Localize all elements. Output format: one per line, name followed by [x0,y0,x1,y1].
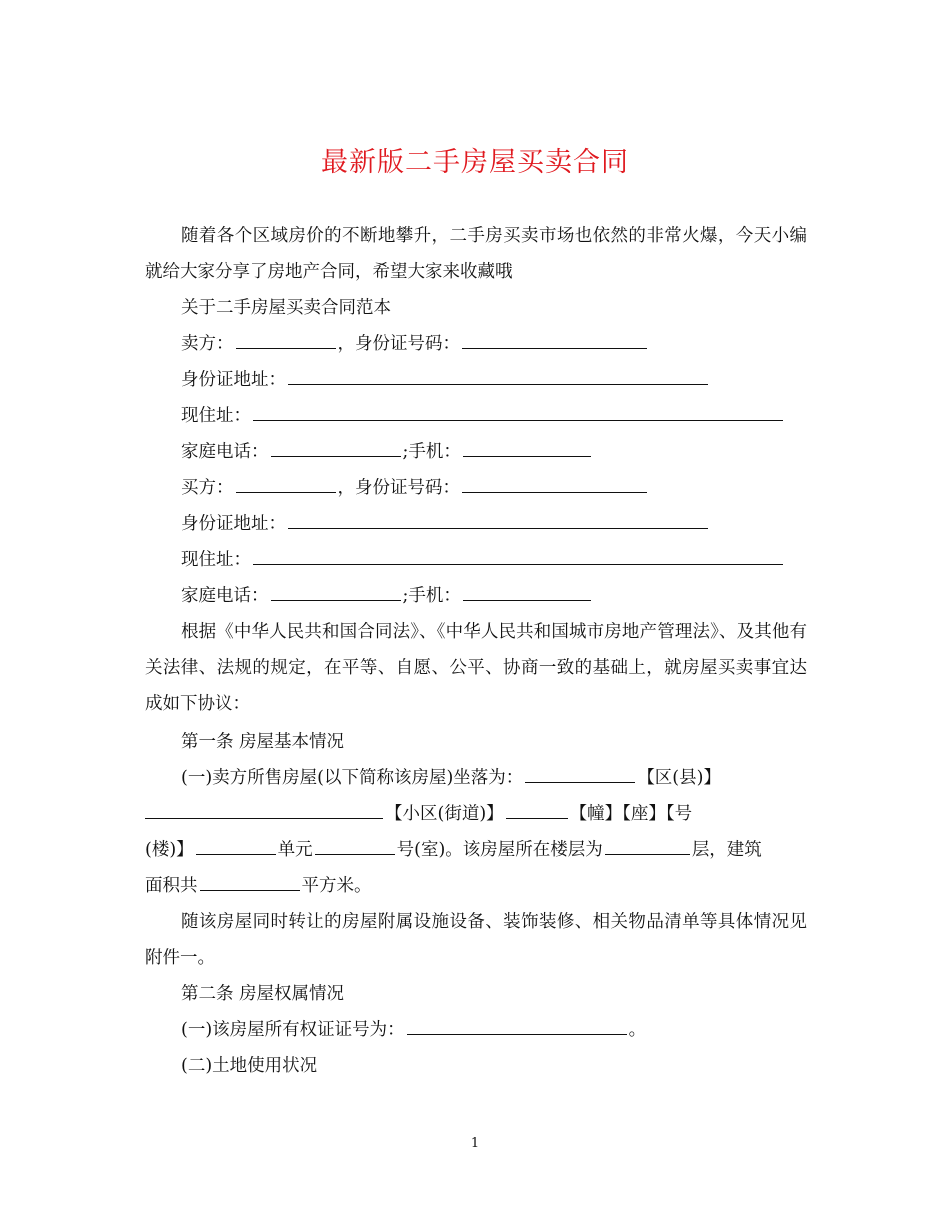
seller-home-phone-field[interactable] [271,436,401,457]
article2-title: 第二条 房屋权属情况 [181,984,345,1004]
article2-certificate-line [181,1012,646,1048]
article1-location-line-1 [181,760,721,796]
buyer-id-address-line [181,506,710,542]
community-label: 【小区(街道)】 [385,804,504,824]
building-label-tail: (楼)】 [145,840,194,860]
seller-line [181,326,649,362]
article1-location-line-3 [145,832,762,868]
district-label: 【区(县)】 [637,768,721,788]
floor-unit-label: 层，建筑 [691,840,762,860]
building-label: 【幢】【座】【号 [569,804,693,824]
seller-current-address-line [181,398,785,434]
seller-id-number-field[interactable] [462,328,647,349]
section-title: 关于二手房屋买卖合同范本 [181,298,391,318]
buyer-mobile-label: ;手机： [402,586,461,606]
certificate-label: (一)该房屋所有权证证号为： [181,1020,405,1040]
buyer-name-field[interactable] [236,472,336,493]
seller-id-address-line [181,362,710,398]
buyer-home-phone-label: 家庭电话： [181,586,269,606]
buyer-label: 买方： [181,478,234,498]
certificate-period: 。 [628,1020,647,1040]
room-floor-label: 号(室)。该房屋所在楼层为 [396,840,603,860]
seller-mobile-label: ;手机： [402,442,461,462]
article1-location-line-2 [145,796,692,832]
unit-label: 单元 [277,840,313,860]
buyer-id-number-field[interactable] [462,472,647,493]
document-title: 最新版二手房屋买卖合同 [321,147,629,178]
buyer-line [181,470,649,506]
unit-field[interactable] [315,834,395,855]
buyer-current-address-field[interactable] [253,544,783,565]
buyer-id-address-label: 身份证地址： [181,514,286,534]
article2-land-use-line: (二)土地使用状况 [181,1056,318,1076]
buyer-id-number-label: ，身份证号码： [337,478,460,498]
article1-location-line-4 [145,868,372,904]
seller-mobile-field[interactable] [463,436,591,457]
community-field[interactable] [506,798,568,819]
certificate-field[interactable] [407,1014,627,1035]
location-field[interactable] [525,762,635,783]
seller-current-address-field[interactable] [253,400,783,421]
article1-attachment-paragraph: 随该房屋同时转让的房屋附属设施设备、装饰装修、相关物品清单等具体情况见附件一。 [145,912,807,968]
article1-title: 第一条 房屋基本情况 [181,732,345,752]
buyer-phone-line [181,578,593,614]
seller-label: 卖方： [181,334,234,354]
seller-current-address-label: 现住址： [181,406,251,426]
intro-paragraph: 随着各个区域房价的不断地攀升，二手房买卖市场也依然的非常火爆，今天小编就给大家分享了房地产合同，希望大家来收藏哦 [145,226,807,282]
buyer-current-address-line [181,542,785,578]
basis-paragraph: 根据《中华人民共和国合同法》、《中华人民共和国城市房地产管理法》、及其他有关法律、法规的规定，在平等、自愿、公平、协商一致的基础上，就房屋买卖事宜达成如下协议： [145,622,807,714]
building-field[interactable] [196,834,276,855]
seller-id-address-field[interactable] [288,364,708,385]
seller-name-field[interactable] [236,328,336,349]
buyer-current-address-label: 现住址： [181,550,251,570]
seller-phone-line [181,434,593,470]
area-field[interactable] [200,870,300,891]
seller-id-number-label: ，身份证号码： [337,334,460,354]
seller-id-address-label: 身份证地址： [181,370,286,390]
area-label: 面积共 [145,876,198,896]
floor-field[interactable] [605,834,690,855]
page-number: 1 [470,1136,480,1151]
buyer-home-phone-field[interactable] [271,580,401,601]
location-label: (一)卖方所售房屋(以下简称该房屋)坐落为： [181,768,524,788]
buyer-id-address-field[interactable] [288,508,708,529]
district-field[interactable] [145,798,383,819]
buyer-mobile-field[interactable] [463,580,591,601]
area-unit-label: 平方米。 [301,876,372,896]
seller-home-phone-label: 家庭电话： [181,442,269,462]
